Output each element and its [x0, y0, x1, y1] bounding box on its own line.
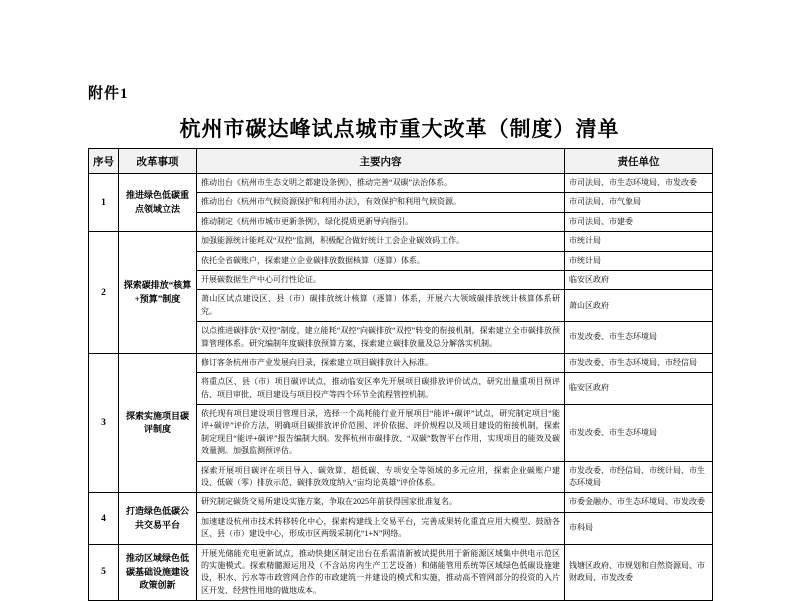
row-main-content: 推动出台《杭州市气候资源保护和利用办法》，有效保护和利用气候资源。 — [197, 193, 565, 212]
table-row — [89, 353, 713, 372]
row-number: 1 — [89, 174, 119, 232]
row-responsible-unit: 市发改委、市生态环境局、市经信局 — [565, 353, 713, 372]
row-number: 2 — [89, 232, 119, 354]
table-row — [89, 493, 713, 512]
row-main-content: 开展碳数据生产中心可行性论证。 — [197, 270, 565, 289]
page-title: 杭州市碳达峰试点城市重大改革（制度）清单 — [179, 117, 620, 141]
table-row — [89, 174, 713, 193]
row-responsible-unit: 钱塘区政府、市规划和自然资源局、市财政局、市发改委 — [565, 544, 713, 601]
row-main-content: 推动制定《杭州市城市更新条例》，绿化提质更新导向指引。 — [197, 212, 565, 231]
row-responsible-unit: 市统计局 — [565, 251, 713, 270]
row-reform-item: 探索碳排放“核算+预算”制度 — [119, 232, 197, 354]
row-reform-item: 推进绿色低碳重点领域立法 — [119, 174, 197, 232]
column-header-reform-item: 改革事项 — [119, 149, 197, 174]
row-main-content: 研究制定碳货交易所建设实施方案，争取在2025年前获得国家批准复名。 — [197, 493, 565, 512]
column-header-main-content: 主要内容 — [197, 149, 565, 174]
row-reform-item: 推动区域绿色低碳基础设施建设政策创新 — [119, 544, 197, 601]
reform-list-table-container — [88, 148, 712, 601]
row-number: 4 — [89, 493, 119, 544]
row-main-content: 将重点区、县（市）项目碳评试点，推动临安区率先开展项目碳排放评价试点，研究出量重项目预评估、项目审批、项目建设与项目投产等四个环节全流程管控机制。 — [197, 373, 565, 405]
table-header-row — [89, 149, 713, 174]
table-header — [89, 149, 713, 174]
row-responsible-unit: 市发改委、市生态环境局 — [565, 405, 713, 462]
row-main-content: 以点推进碳排放“双控”制度，建立能耗“双控”向碳排放“双控”转变的衔接机制，探索建立全市碳排放预算管理体系。研究编制年度碳排放预算方案，探索建立碳排放量及总分解落实机制。 — [197, 322, 565, 354]
row-responsible-unit: 市发改委、市经信局、市统计局、市生态环境局 — [565, 461, 713, 493]
row-responsible-unit: 市科局 — [565, 512, 713, 544]
reform-list-table — [88, 148, 713, 601]
table-row — [89, 544, 713, 601]
row-main-content: 依托全省碳账户，探索建立企业碳排放数据核算（逐算）体系。 — [197, 251, 565, 270]
row-responsible-unit: 市司法局、市建委 — [565, 212, 713, 231]
row-responsible-unit: 萧山区政府 — [565, 290, 713, 322]
row-responsible-unit: 市司法局、市生态环境局、市发改委 — [565, 174, 713, 193]
table-body — [89, 174, 713, 601]
row-main-content: 开展光储能充电更新试点，推动快捷区制定出台在系需清新被试提供用于新能源区域集中供电示范区的实施模式。探索精髓源运用及（不含站房内生产工艺设备）和储能管用系统等区域绿色低碳设施建设，积水、污水等市政管网合作的市政建筑一并建设的模式和实施，推动高不管网部分的投资的入片区开发、经营性用地的做地成本。 — [197, 544, 565, 601]
row-main-content: 加速建设杭州市技术转移转化中心，探索构建线上交易平台，完善成果转化重直应用大模型、鼓励各区、县（市）建设中心，形成市区两级采制化“1+N”网络。 — [197, 512, 565, 544]
column-header-responsible-unit: 责任单位 — [565, 149, 713, 174]
column-header-number: 序号 — [89, 149, 119, 174]
row-responsible-unit: 临安区政府 — [565, 270, 713, 289]
row-responsible-unit: 市委金融办、市生态环境局、市发改委 — [565, 493, 713, 512]
table-row — [89, 232, 713, 251]
row-reform-item: 探索实施项目碳评制度 — [119, 353, 197, 493]
row-main-content: 加强能源统计能耗双“双控”监测，积极配合做好统计工会企业碳效码工作。 — [197, 232, 565, 251]
row-main-content: 萧山区试点建设区、县（市）碳排放统计核算（逐算）体系，开展六大领域碳排放统计核算体系研究。 — [197, 290, 565, 322]
row-responsible-unit: 市统计局 — [565, 232, 713, 251]
row-responsible-unit: 市发改委、市生态环境局 — [565, 322, 713, 354]
row-responsible-unit: 市司法局、市气象局 — [565, 193, 713, 212]
row-main-content: 修订客条杭州市产业发展向目录，探索建立项目碳排放计入标准。 — [197, 353, 565, 372]
row-main-content: 依托现有项目建设项目管理目录，选择一个高耗能行业开展项目“能评+碳评”试点，研究制定项目“能评+碳评”评价方法，明确项目碳排放评价范围、评价依据、评价规程以及项目建设的衔接机制，探索制定现目“能评+碳评”报告编制大纲。发挥杭州市碳排放、“双碳”数智平台作用，实现项目的能效及碳效量测。加强监测预评估。 — [197, 405, 565, 462]
row-responsible-unit: 临安区政府 — [565, 373, 713, 405]
row-reform-item: 打造绿色低碳公共交易平台 — [119, 493, 197, 544]
attachment-label: 附件1 — [88, 86, 129, 102]
row-main-content: 推动出台《杭州市生态文明之都建设条例》，推动完善“双碳”法治体系。 — [197, 174, 565, 193]
row-number: 5 — [89, 544, 119, 601]
row-main-content: 探索开展项目碳评在项目导入、碳效算、超低碳、专项安全等领域的多元应用，探索企业碳账户建设、低碳（零）排放示范、碳排放效度纳入“亩均论英雄”评价体系。 — [197, 461, 565, 493]
row-number: 3 — [89, 353, 119, 493]
